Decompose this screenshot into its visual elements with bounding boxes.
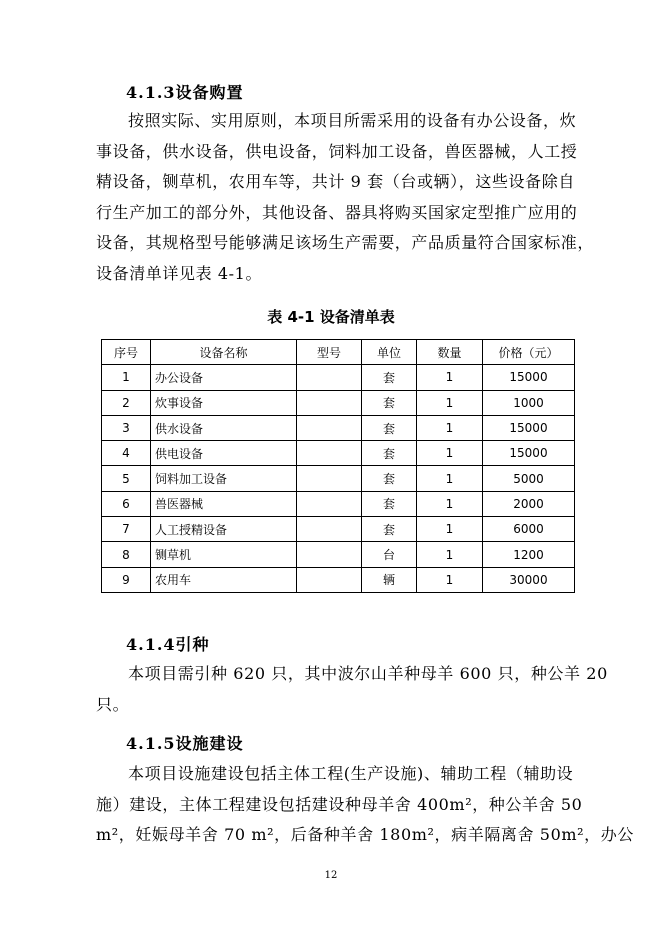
cell-unit: 套 xyxy=(362,517,417,542)
cell-quantity: 1 xyxy=(417,390,483,415)
header-index: 序号 xyxy=(102,340,151,365)
cell-unit: 套 xyxy=(362,390,417,415)
cell-index: 3 xyxy=(102,415,151,440)
cell-price: 15000 xyxy=(483,441,575,466)
cell-quantity: 1 xyxy=(417,491,483,516)
cell-price: 5000 xyxy=(483,466,575,491)
cell-model xyxy=(297,567,362,592)
paragraph-facilities xyxy=(96,759,634,851)
table-row xyxy=(102,491,575,516)
paragraph-line: 精设备，铡草机，农用车等，共计 9 套（台或辆），这些设备除自 xyxy=(96,172,575,192)
cell-name: 饲料加工设备 xyxy=(151,466,297,491)
cell-quantity: 1 xyxy=(417,365,483,390)
paragraph-line: 本项目需引种 620 只，其中波尔山羊种母羊 600 只，种公羊 20 xyxy=(128,664,608,683)
cell-quantity: 1 xyxy=(417,466,483,491)
cell-name: 办公设备 xyxy=(151,365,297,390)
paragraph-line: m²，妊娠母羊舍 70 m²，后备种羊舍 180m²，病羊隔离舍 50m²，办公 xyxy=(96,825,634,845)
table-row xyxy=(102,517,575,542)
cell-name: 炊事设备 xyxy=(151,390,297,415)
cell-name: 铡草机 xyxy=(151,542,297,567)
section-heading-4-1-5: 4.1.5设施建设 xyxy=(126,734,244,753)
cell-unit: 辆 xyxy=(362,567,417,592)
paragraph-line: 设备清单详见表 4-1。 xyxy=(96,263,263,283)
cell-name: 人工授精设备 xyxy=(151,517,297,542)
paragraph-line: 施）建设，主体工程建设包括建设种母羊舍 400m²，种公羊舍 50 xyxy=(96,794,583,814)
header-model: 型号 xyxy=(297,340,362,365)
cell-price: 15000 xyxy=(483,415,575,440)
cell-index: 4 xyxy=(102,441,151,466)
cell-unit: 套 xyxy=(362,415,417,440)
table-row xyxy=(102,390,575,415)
cell-quantity: 1 xyxy=(417,542,483,567)
cell-price: 1000 xyxy=(483,390,575,415)
table-row xyxy=(102,441,575,466)
paragraph-line: 事设备，供水设备，供电设备，饲料加工设备，兽医器械，人工授 xyxy=(96,141,578,161)
cell-model xyxy=(297,517,362,542)
cell-model xyxy=(297,441,362,466)
paragraph-line: 只。 xyxy=(96,694,130,714)
cell-unit: 台 xyxy=(362,542,417,567)
cell-unit: 套 xyxy=(362,365,417,390)
section-heading-4-1-3: 4.1.3设备购置 xyxy=(126,83,244,102)
cell-price: 1200 xyxy=(483,542,575,567)
header-quantity: 数量 xyxy=(417,340,483,365)
table-caption: 表 4-1 设备清单表 xyxy=(267,308,395,326)
section-heading-4-1-4: 4.1.4引种 xyxy=(126,635,210,654)
header-unit: 单位 xyxy=(362,340,417,365)
cell-unit: 套 xyxy=(362,491,417,516)
cell-index: 6 xyxy=(102,491,151,516)
cell-index: 8 xyxy=(102,542,151,567)
cell-price: 2000 xyxy=(483,491,575,516)
cell-model xyxy=(297,491,362,516)
paragraph-line: 本项目设施建设包括主体工程(生产设施)、辅助工程（辅助设 xyxy=(128,764,574,783)
cell-model xyxy=(297,365,362,390)
header-name: 设备名称 xyxy=(151,340,297,365)
cell-index: 9 xyxy=(102,567,151,592)
cell-index: 5 xyxy=(102,466,151,491)
table-row xyxy=(102,542,575,567)
table-row xyxy=(102,567,575,592)
cell-index: 2 xyxy=(102,390,151,415)
paragraph-line: 按照实际、实用原则，本项目所需采用的设备有办公设备，炊 xyxy=(128,111,577,130)
cell-model xyxy=(297,466,362,491)
cell-unit: 套 xyxy=(362,441,417,466)
cell-name: 供电设备 xyxy=(151,441,297,466)
cell-name: 农用车 xyxy=(151,567,297,592)
table-row xyxy=(102,466,575,491)
cell-quantity: 1 xyxy=(417,441,483,466)
table-row xyxy=(102,365,575,390)
page-number: 12 xyxy=(324,870,338,881)
cell-name: 供水设备 xyxy=(151,415,297,440)
cell-model xyxy=(297,390,362,415)
cell-quantity: 1 xyxy=(417,567,483,592)
cell-price: 15000 xyxy=(483,365,575,390)
cell-quantity: 1 xyxy=(417,415,483,440)
equipment-table xyxy=(101,339,575,593)
table-header-row xyxy=(102,340,575,365)
cell-model xyxy=(297,542,362,567)
paragraph-equipment-purchase xyxy=(96,106,595,290)
table-row xyxy=(102,415,575,440)
cell-price: 30000 xyxy=(483,567,575,592)
paragraph-line: 设备，其规格型号能够满足该场生产需要，产品质量符合国家标准， xyxy=(96,233,595,253)
cell-unit: 套 xyxy=(362,466,417,491)
cell-price: 6000 xyxy=(483,517,575,542)
paragraph-line: 行生产加工的部分外，其他设备、器具将购买国家定型推广应用的 xyxy=(96,202,578,222)
header-price: 价格（元） xyxy=(483,340,575,365)
paragraph-introduction xyxy=(96,659,608,720)
cell-model xyxy=(297,415,362,440)
cell-quantity: 1 xyxy=(417,517,483,542)
cell-index: 1 xyxy=(102,365,151,390)
cell-index: 7 xyxy=(102,517,151,542)
cell-name: 兽医器械 xyxy=(151,491,297,516)
